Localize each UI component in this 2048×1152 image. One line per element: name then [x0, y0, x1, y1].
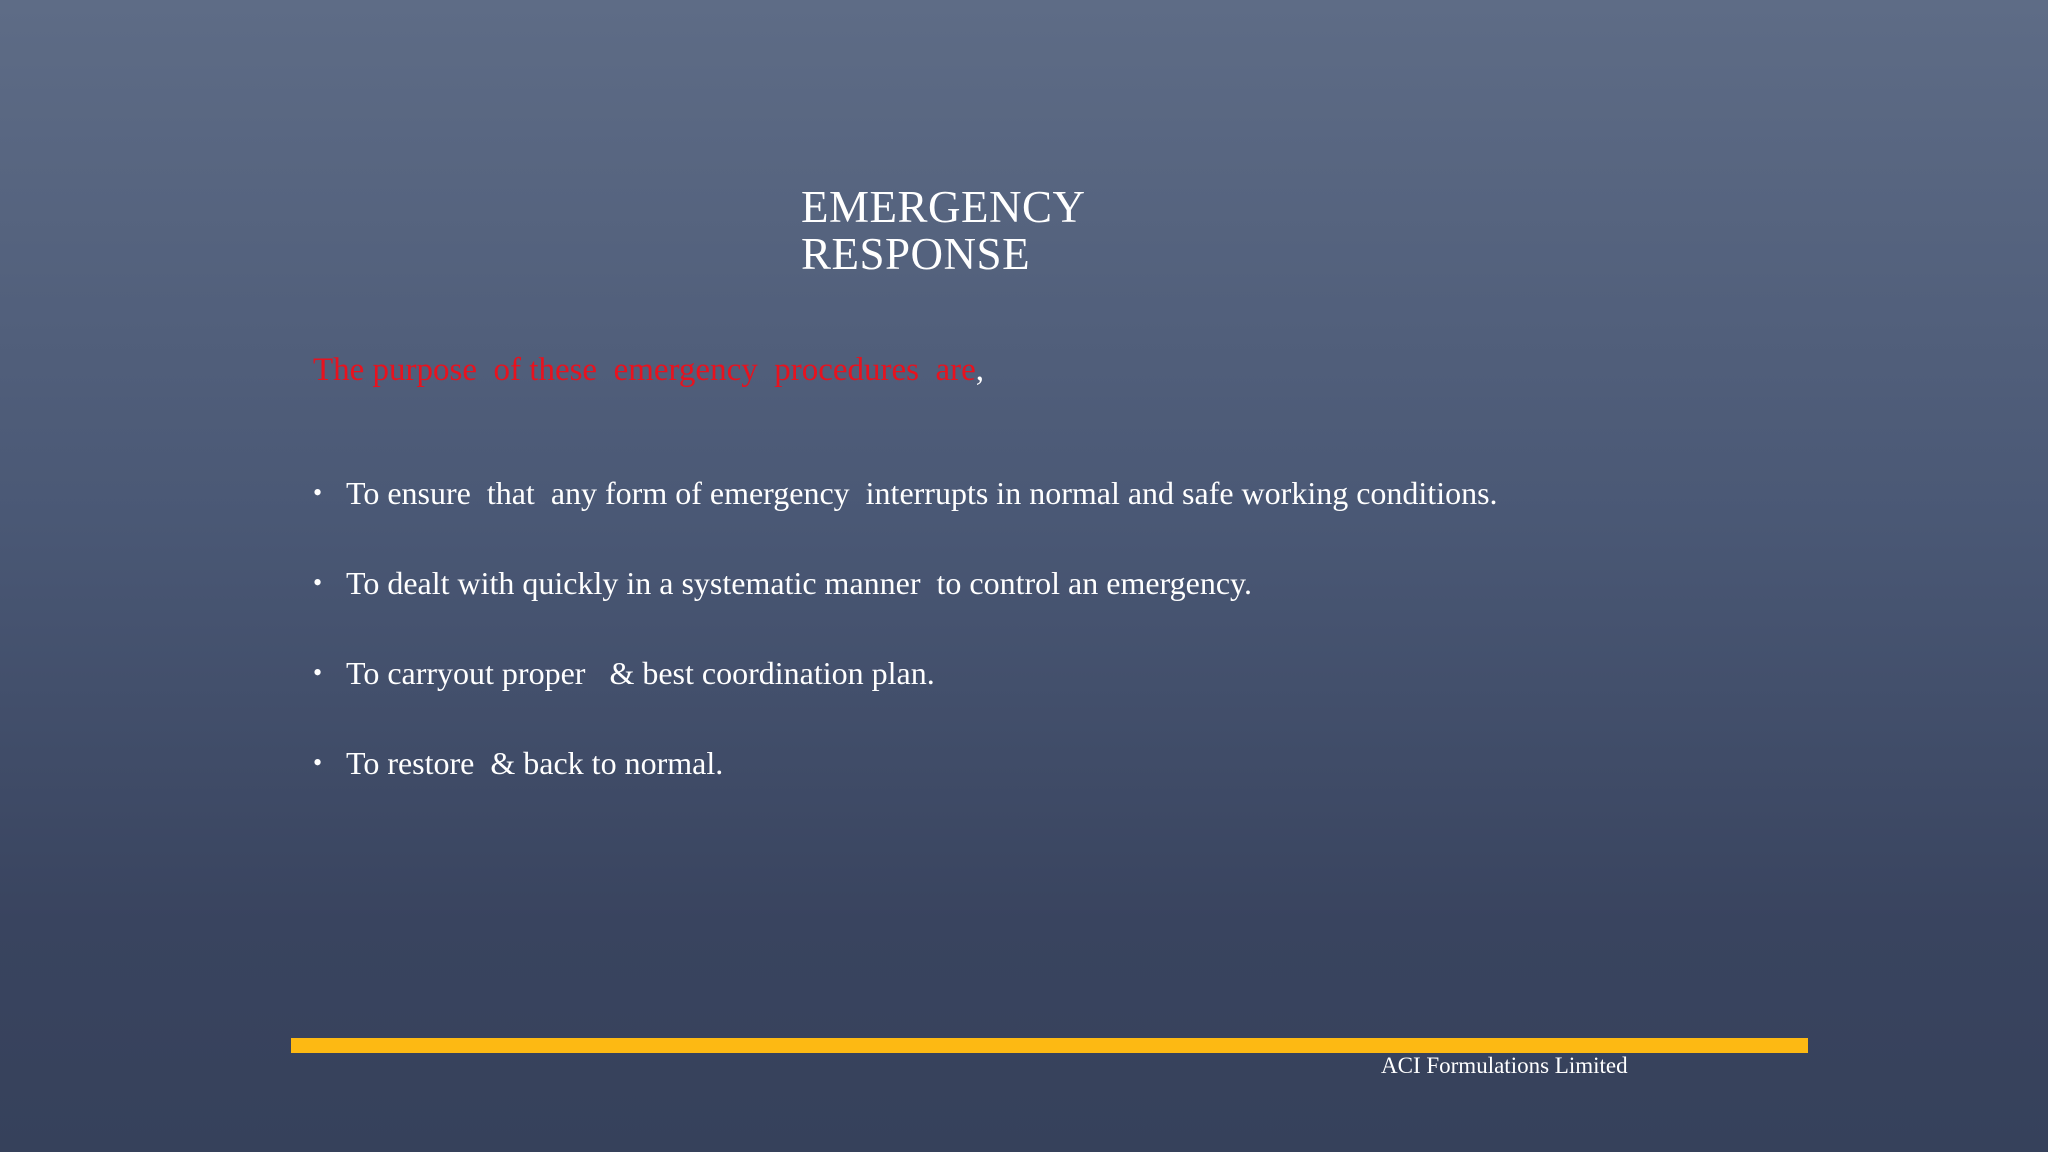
- purpose-punctuation: ,: [975, 352, 985, 388]
- bullet-text: To dealt with quickly in a systematic manner to control an emergency.: [346, 565, 1252, 601]
- purpose-text: The purpose of these emergency procedures are: [313, 352, 976, 388]
- title-line-1: EMERGENCY: [801, 182, 1086, 232]
- bullet-icon: •: [313, 658, 323, 687]
- purpose-statement: [313, 350, 984, 390]
- bullet-text: To carryout proper & best coordination plan.: [346, 655, 935, 691]
- bullet-text: To ensure that any form of emergency interrupts in normal and safe working conditions.: [346, 475, 1498, 511]
- company-name: ACI Formulations Limited: [1381, 1053, 1628, 1078]
- list-item: [313, 563, 1498, 603]
- list-item: [313, 473, 1498, 513]
- footer-accent-bar: [291, 1038, 1808, 1053]
- bullet-icon: •: [313, 568, 323, 597]
- bullet-text: To restore & back to normal.: [346, 745, 724, 781]
- title-line-2: RESPONSE: [801, 229, 1031, 279]
- list-item: [313, 743, 1498, 783]
- slide-title: [801, 184, 1086, 278]
- bullet-list: [313, 473, 1498, 833]
- list-item: [313, 653, 1498, 693]
- bullet-icon: •: [313, 748, 323, 777]
- bullet-icon: •: [313, 478, 323, 507]
